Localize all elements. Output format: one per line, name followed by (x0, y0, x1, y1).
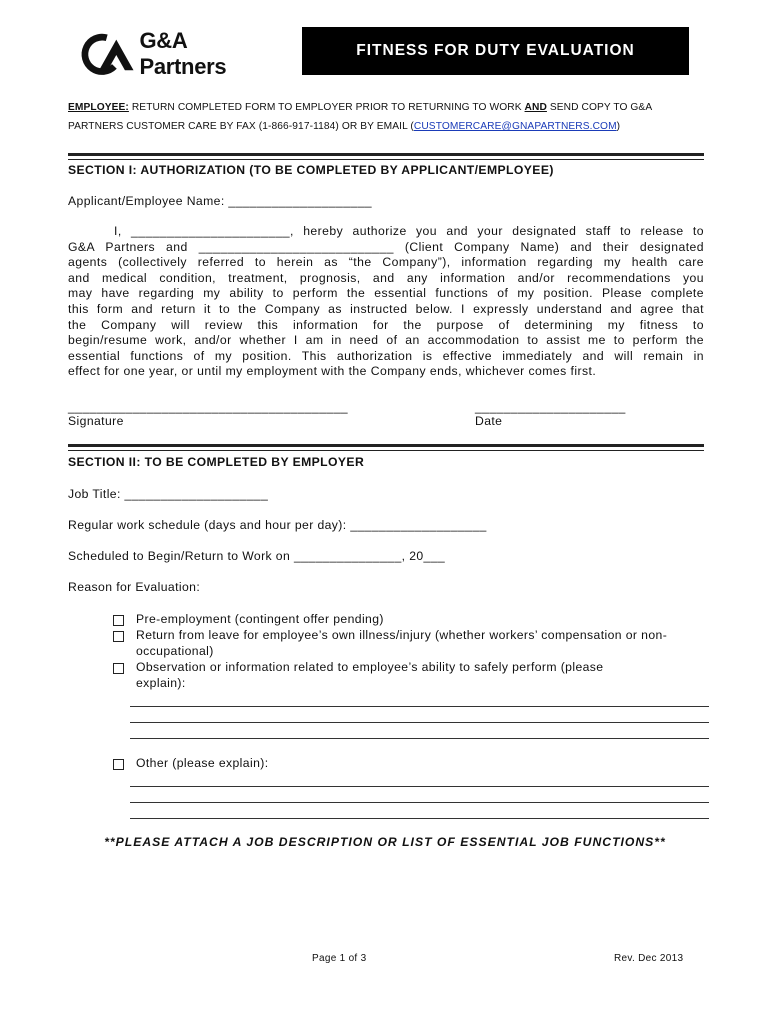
explain-line[interactable] (130, 738, 709, 739)
para-line: I, ______________________, hereby authorize you and your designated staff to release to (114, 224, 704, 238)
option-label: Observation or information related to employee’s ability to safely perform (please explain): (136, 660, 604, 690)
para-line: may have regarding my ability to perform the essential functions of my position. Please complete (68, 286, 704, 301)
form-title: FITNESS FOR DUTY EVALUATION (302, 27, 689, 75)
notice-lead: EMPLOYEE: (68, 102, 129, 113)
notice-and: AND (524, 102, 547, 113)
section1-heading: SECTION I: AUTHORIZATION (TO BE COMPLETED BY APPLICANT/EMPLOYEE) (68, 163, 554, 177)
checkbox[interactable] (113, 759, 124, 770)
explain-line[interactable] (130, 722, 709, 723)
employee-notice (68, 98, 708, 136)
option-label: Pre-employment (contingent offer pending) (136, 612, 384, 626)
work-schedule-field[interactable]: Regular work schedule (days and hour per day): ___________________ (68, 518, 487, 532)
checkbox[interactable] (113, 615, 124, 626)
signature-label: Signature (68, 414, 124, 428)
notice-line1-a: RETURN COMPLETED FORM TO EMPLOYER PRIOR TO RETURNING TO WORK (128, 102, 525, 113)
return-date-field[interactable]: Scheduled to Begin/Return to Work on _______________, 20___ (68, 549, 446, 563)
notice-line2-a: PARTNERS CUSTOMER CARE BY FAX (1-866-917-1184) OR BY EMAIL ( (68, 121, 414, 132)
explain-line[interactable] (130, 786, 709, 787)
reason-label: Reason for Evaluation: (68, 580, 201, 594)
option-label: Other (please explain): (136, 756, 269, 770)
notice-line2-b: ) (616, 121, 621, 132)
logo-text: G&A Partners (139, 28, 227, 79)
revision-date: Rev. Dec 2013 (614, 953, 684, 964)
attach-note: **PLEASE ATTACH A JOB DESCRIPTION OR LIST OF ESSENTIAL JOB FUNCTIONS** (104, 835, 666, 849)
job-title-field[interactable]: Job Title: ____________________ (68, 487, 269, 501)
authorization-paragraph (68, 224, 704, 380)
para-line: and medical condition, treatment, prognosis, and any information and/or recommendations you (68, 270, 704, 285)
page-number: Page 1 of 3 (312, 953, 367, 964)
section-divider (68, 444, 704, 451)
email-link[interactable]: CUSTOMERCARE@GNAPARTNERS.COM (413, 121, 617, 132)
date-field[interactable]: _____________________ (475, 400, 626, 414)
section2-heading: SECTION II: TO BE COMPLETED BY EMPLOYER (68, 455, 365, 469)
para-line: begin/resume work, and/or whether I am in need of an accommodation to assist me to perform the (68, 333, 704, 348)
section-divider (68, 153, 704, 160)
signature-field[interactable]: _______________________________________ (68, 400, 348, 414)
para-line: this form and return it to the Company as instructed below. I expressly understand and agree that (68, 301, 704, 316)
para-line: essential functions of my position. This authorization is effective immediately and will remain in (68, 348, 704, 363)
para-line: the Company will review this information for the purpose of determining my fitness to (68, 317, 704, 332)
option-label: Return from leave for employee’s own illness/injury (whether workers’ compensation or non-occupational) (136, 628, 668, 658)
para-line: agents (collectively referred to herein as “the Company”), information regarding my health care (68, 255, 704, 270)
checkbox[interactable] (113, 631, 124, 642)
ga-logo-icon (78, 32, 135, 76)
date-label: Date (475, 414, 503, 428)
notice-line1-b: SEND COPY TO G&A (546, 102, 653, 113)
option-pre-employment[interactable] (113, 612, 706, 628)
applicant-name-field[interactable]: Applicant/Employee Name: ____________________ (68, 194, 372, 208)
option-other[interactable] (113, 756, 706, 772)
checkbox[interactable] (113, 663, 124, 674)
option-observation[interactable] (113, 660, 656, 692)
para-line: effect for one year, or until my employment with the Company ends, whichever comes first. (68, 364, 597, 379)
explain-line[interactable] (130, 818, 709, 819)
company-logo (78, 30, 278, 78)
para-line: G&A Partners and ___________________________ (Client Company Name) and their designated (68, 239, 704, 254)
option-return-from-leave[interactable] (113, 628, 706, 660)
explain-line[interactable] (130, 706, 709, 707)
explain-line[interactable] (130, 802, 709, 803)
